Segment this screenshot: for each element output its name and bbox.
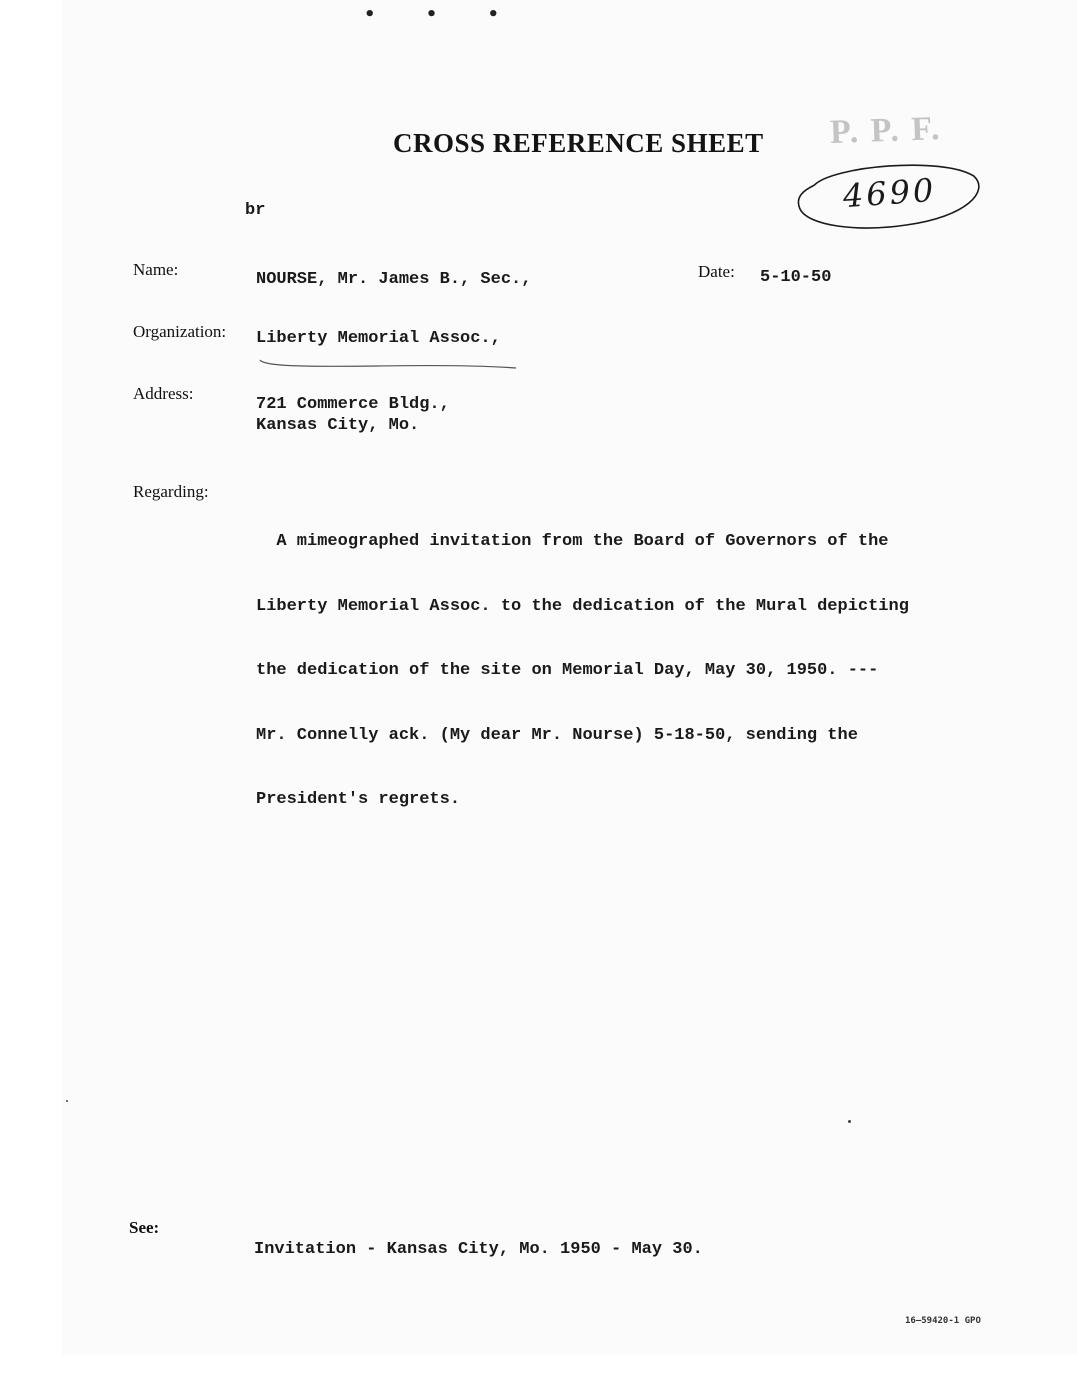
organization-value: Liberty Memorial Assoc., [256,329,501,348]
address-line-1: 721 Commerce Bldg., [256,395,450,414]
scan-margin-left [0,0,62,1377]
scan-speck [66,1100,68,1102]
regarding-line: the dedication of the site on Memorial Day, May 30, 1950. --- [256,661,879,680]
scan-margin-bottom [0,1355,1077,1377]
address-label: Address: [133,384,194,403]
page-title: CROSS REFERENCE SHEET [393,128,764,158]
name-label: Name: [133,260,179,279]
date-label: Date: [698,262,735,281]
pencil-underline [258,358,518,374]
ppf-stamp: P. P. F. [829,110,943,151]
regarding-text [256,488,956,854]
see-label: See: [129,1218,160,1237]
typist-initials: br [245,201,266,220]
name-value: NOURSE, Mr. James B., Sec., [256,270,532,289]
form-code: 16—59420-1 GPO [905,1316,981,1326]
see-value: Invitation - Kansas City, Mo. 1950 - May 30. [254,1240,703,1259]
date-value: 5-10-50 [760,268,832,287]
organization-label: Organization: [133,322,227,341]
regarding-line: A mimeographed invitation from the Board of Governors of the [256,532,889,551]
regarding-line: Mr. Connelly ack. (My dear Mr. Nourse) 5-18-50, sending the [256,725,858,745]
regarding-label: Regarding: [133,482,209,501]
address-line-2: Kansas City, Mo. [256,416,420,435]
regarding-line: Liberty Memorial Assoc. to the dedication of the Mural depicting [256,596,909,616]
scan-speck [848,1120,851,1123]
file-number: 4690 [841,170,938,216]
regarding-line: President's regrets. [256,790,461,809]
address-value [256,394,450,436]
top-marks: • • • [364,4,522,25]
file-number-circle [793,153,987,236]
